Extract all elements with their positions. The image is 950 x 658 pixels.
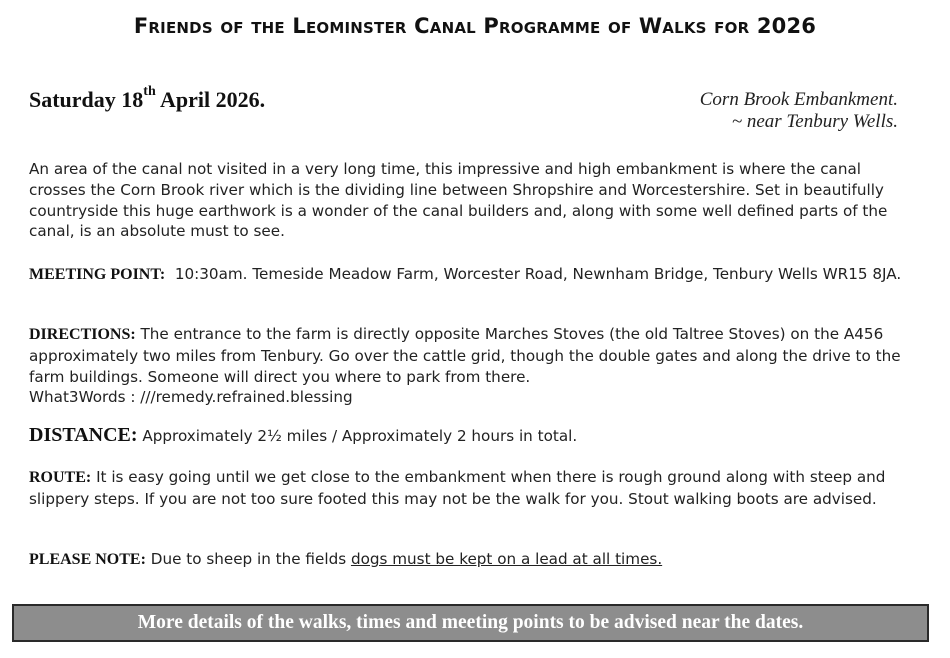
distance-section (29, 425, 909, 447)
meeting-time: 10:30am. (174, 265, 248, 283)
meeting-point-section (29, 264, 909, 286)
event-date-day: Saturday 18 (29, 87, 144, 112)
event-date-ordinal: th (143, 84, 156, 99)
route-section (29, 467, 909, 510)
event-location-area: ~ near Tenbury Wells. (731, 111, 898, 132)
page-title: Friends of the Leominster Canal Programme of Walks for 2026 (133, 14, 817, 38)
what3words-text: What3Words : ///remedy.refrained.blessing (29, 388, 353, 407)
directions-section (29, 324, 909, 408)
please-note-text: Due to sheep in the fields (150, 550, 347, 568)
event-date-month-year: April 2026. (155, 87, 266, 112)
distance-text: Approximately 2½ miles / Approximately 2 hours in total. (142, 427, 578, 445)
route-label: ROUTE: (29, 469, 92, 486)
meeting-address: Temeside Meadow Farm, Worcester Road, Newnham Bridge, Tenbury Wells WR15 8JA. (252, 265, 902, 283)
walk-description: An area of the canal not visited in a very long time, this impressive and high embankment is where the canal crosses the Corn Brook river which is the dividing line between Shropshire and Worcestershire. Set in beautifully countryside this huge earthwork is a wonder of the canal builders and, along with some well defined parts of the canal, is an absolute must to see. (29, 160, 888, 241)
event-location-name: Corn Brook Embankment. (699, 89, 898, 110)
directions-label: DIRECTIONS: (29, 326, 136, 343)
footer-banner: More details of the walks, times and meeting points to be advised near the dates. (12, 604, 929, 642)
route-text: It is easy going until we get close to the embankment when there is rough ground along with steep and slippery steps. If you are not too sure footed this may not be the walk for you. Stout walking boots are advised. (29, 468, 886, 508)
please-note-label: PLEASE NOTE: (29, 551, 146, 568)
please-note-section (29, 549, 909, 571)
meeting-point-label: MEETING POINT: (29, 266, 166, 283)
directions-text: The entrance to the farm is directly opposite Marches Stoves (the old Taltree Stoves) on the A456 approximately two miles from Tenbury. Go over the cattle grid, though the double gates and along the drive to the farm buildings. Someone will direct you where to park from there. (29, 325, 901, 386)
dogs-on-lead-notice: dogs must be kept on a lead at all times. (350, 550, 663, 568)
event-location (700, 89, 898, 133)
event-date (29, 84, 266, 113)
distance-label: DISTANCE: (29, 424, 138, 446)
